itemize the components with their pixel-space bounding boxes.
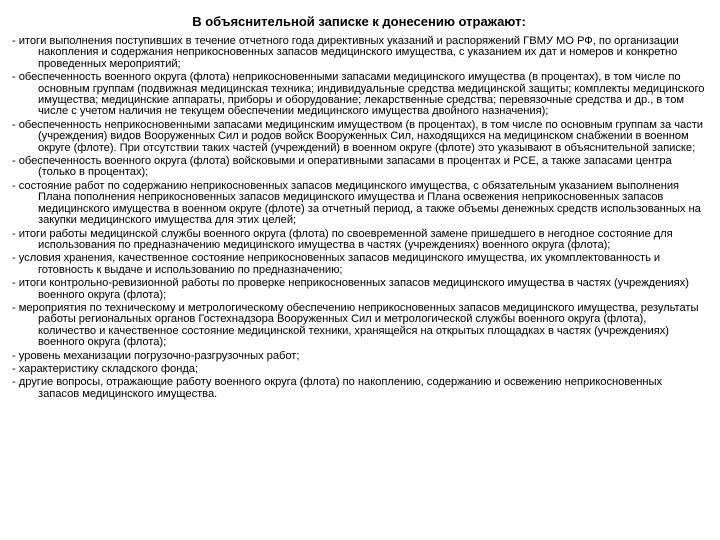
list-item: - итоги контрольно-ревизионной работы по проверке неприкосновенных запасов медицинского имущества в частях (учреждениях) военного округа (флота); xyxy=(12,277,689,301)
slide-title: В объяснительной записке к донесению отражают: xyxy=(192,14,526,29)
list-item: - уровень механизации погрузочно-разгрузочных работ; xyxy=(12,349,300,362)
list-item: - итоги работы медицинской службы военного округа (флота) по своевременной замене пришедшего в негодное состояние для использования по предназначению медицинского имущества в частях (учреждениях) военного округа (флота); xyxy=(12,227,673,251)
list-item: - обеспеченность военного округа (флота) неприкосновенными запасами медицинского имущества (в процентах), в том числе по основным группам (подвижная медицинская техника; индивидуальные средства медицинской защиты; комплекты медицинского имущества; медицинские аппараты, приборы и оборудование; лекарственные средства; перевязочные средства и др., в том числе с учетом наличия не текущем обеспечении медицинского имущества двойного назначения); xyxy=(12,71,705,118)
list-item: - другие вопросы, отражающие работу военного округа (флота) по накоплению, содержанию и освежению неприкосновенных запасов медицинского имущества. xyxy=(12,376,663,400)
bullet-list xyxy=(12,36,706,400)
list-item: - обеспеченность военного округа (флота) войсковыми и оперативными запасами в процентах и РСЕ, а также запасами центра (только в процентах); xyxy=(12,155,672,179)
list-item: - условия хранения, качественное состояние неприкосновенных запасов медицинского имущества, их укомплектованность и готовность к выдаче и использованию по предназначению; xyxy=(12,252,661,276)
list-item: - обеспеченность неприкосновенными запасами медицинским имуществом (в процентах), в том числе по основным группам за части (учреждения) видов Вооруженных Сил и родов войск Вооруженных Сил, находящихся на медицинском снабжении в военном округе (флоте). При отсутствии таких частей (учреждений) в военном округе (флоте) это указывают в объяснительной записке; xyxy=(12,118,703,154)
list-item: - состояние работ по содержанию неприкосновенных запасов медицинского имущества, с обязательным указанием выполнения Плана пополнения неприкосновенных запасов медицинского имущества и Плана освежения неприкосновенных запасов медицинского имущества в военном округе (флоте) за отчетный период, а также объемы денежных средств использованных на закупки медицинского имущества для этих целей; xyxy=(12,179,701,227)
list-item: - мероприятия по техническому и метрологическому обеспечению неприкосновенных запасов медицинского имущества, результаты работы региональных органов Гостехнадзора Вооруженных Сил и метрологической службы военного округа (флота), количество и качественное состояние медицинской техники, хранящейся на открытых площадках в частях (учреждениях) военного округа (флота); xyxy=(12,301,699,349)
list-item: - итоги выполнения поступивших в течение отчетного года директивных указаний и распоряжений ГВМУ МО РФ, по организации накопления и содержания неприкосновенных запасов медицинского имущества, с указанием их дат и номеров и конкретно проведенных мероприятий; xyxy=(12,35,679,70)
list-item: - характеристику складского фонда; xyxy=(12,362,199,375)
